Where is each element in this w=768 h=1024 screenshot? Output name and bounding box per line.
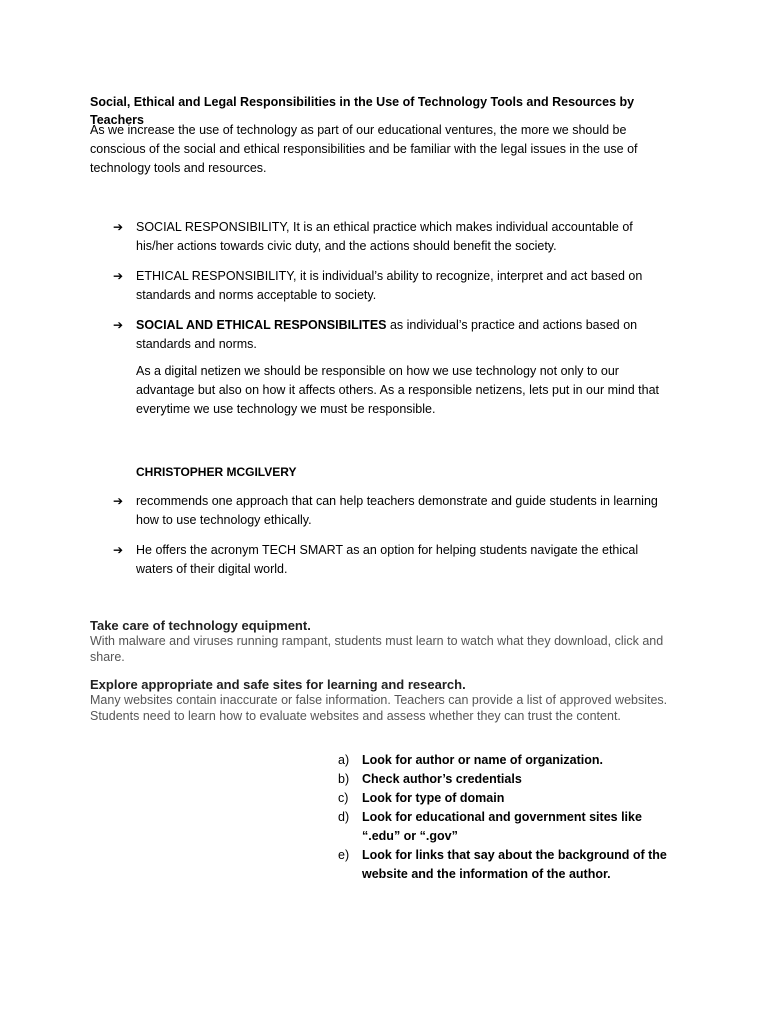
bullet-text: SOCIAL RESPONSIBILITY, It is an ethical practice which makes individual accountable of his/her actions towards civic duty, and the actions should benefit the society. <box>136 220 633 253</box>
list-item-label: d) <box>338 810 350 824</box>
list-item <box>338 770 678 789</box>
list-item <box>338 789 678 808</box>
arrow-bullet-icon: ➔ <box>113 269 124 283</box>
bullet-social-ethical-responsibilities <box>113 316 673 354</box>
person-bullet <box>113 492 673 530</box>
evaluation-checklist <box>338 751 678 884</box>
list-item-label: e) <box>338 848 350 862</box>
list-item-text: Look for educational and government sites like “.edu” or “.gov” <box>362 810 642 843</box>
person-bullet <box>113 541 673 579</box>
list-item <box>338 751 678 770</box>
list-item-label: b) <box>338 772 350 786</box>
bullet-text: ETHICAL RESPONSIBILITY, it is individual’s ability to recognize, interpret and act based on standards and norms acceptable to society. <box>136 269 643 302</box>
person-bullets <box>113 492 673 590</box>
list-item-text: Look for type of domain <box>362 791 505 805</box>
section-equipment <box>90 618 680 665</box>
section-safe-sites <box>90 677 680 724</box>
bullet-text: recommends one approach that can help teachers demonstrate and guide students in learning how to use technology ethically. <box>136 494 658 527</box>
bullet-rest-text: as individual’s practice and actions based on standards and norms. <box>136 318 638 351</box>
bullet-bold-term: SOCIAL AND ETHICAL RESPONSIBILITES <box>136 318 387 332</box>
netizen-paragraph: As a digital netizen we should be responsible on how we use technology not only to our advantage but also on how it affects others. As a responsible netizens, lets put in our mind that everytime we use technology we must be responsible. <box>136 364 660 416</box>
bullet-social-responsibility <box>113 218 673 256</box>
responsibility-bullets <box>113 218 673 419</box>
arrow-bullet-icon: ➔ <box>113 494 124 508</box>
arrow-bullet-icon: ➔ <box>113 220 124 234</box>
list-item-text: Look for links that say about the background of the website and the information of the author. <box>362 848 667 881</box>
person-name: CHRISTOPHER MCGILVERY <box>136 465 297 479</box>
arrow-bullet-icon: ➔ <box>113 318 124 332</box>
section-body: With malware and viruses running rampant, students must learn to watch what they download, click and share. <box>90 634 664 664</box>
list-item-label: a) <box>338 753 350 767</box>
section-body: Many websites contain inaccurate or false information. Teachers can provide a list of approved websites. Students need to learn how to evaluate websites and assess whether they can trust the content. <box>90 693 668 723</box>
intro-paragraph: As we increase the use of technology as part of our educational ventures, the more we should be conscious of the social and ethical responsibilities and be familiar with the legal issues in the use of technology tools and resources. <box>90 123 638 175</box>
arrow-bullet-icon: ➔ <box>113 543 124 557</box>
section-heading: Take care of technology equipment. <box>90 618 311 633</box>
list-item-label: c) <box>338 791 349 805</box>
bullet-ethical-responsibility <box>113 267 673 305</box>
section-heading: Explore appropriate and safe sites for learning and research. <box>90 677 466 692</box>
list-item-text: Look for author or name of organization. <box>362 753 603 767</box>
bullet-text <box>136 316 673 354</box>
document-title: Social, Ethical and Legal Responsibilities in the Use of Technology Tools and Resources by Teachers <box>90 95 635 127</box>
list-item-text: Check author’s credentials <box>362 772 522 786</box>
list-item <box>338 808 678 846</box>
list-item <box>338 846 678 884</box>
bullet-text: He offers the acronym TECH SMART as an option for helping students navigate the ethical waters of their digital world. <box>136 543 639 576</box>
